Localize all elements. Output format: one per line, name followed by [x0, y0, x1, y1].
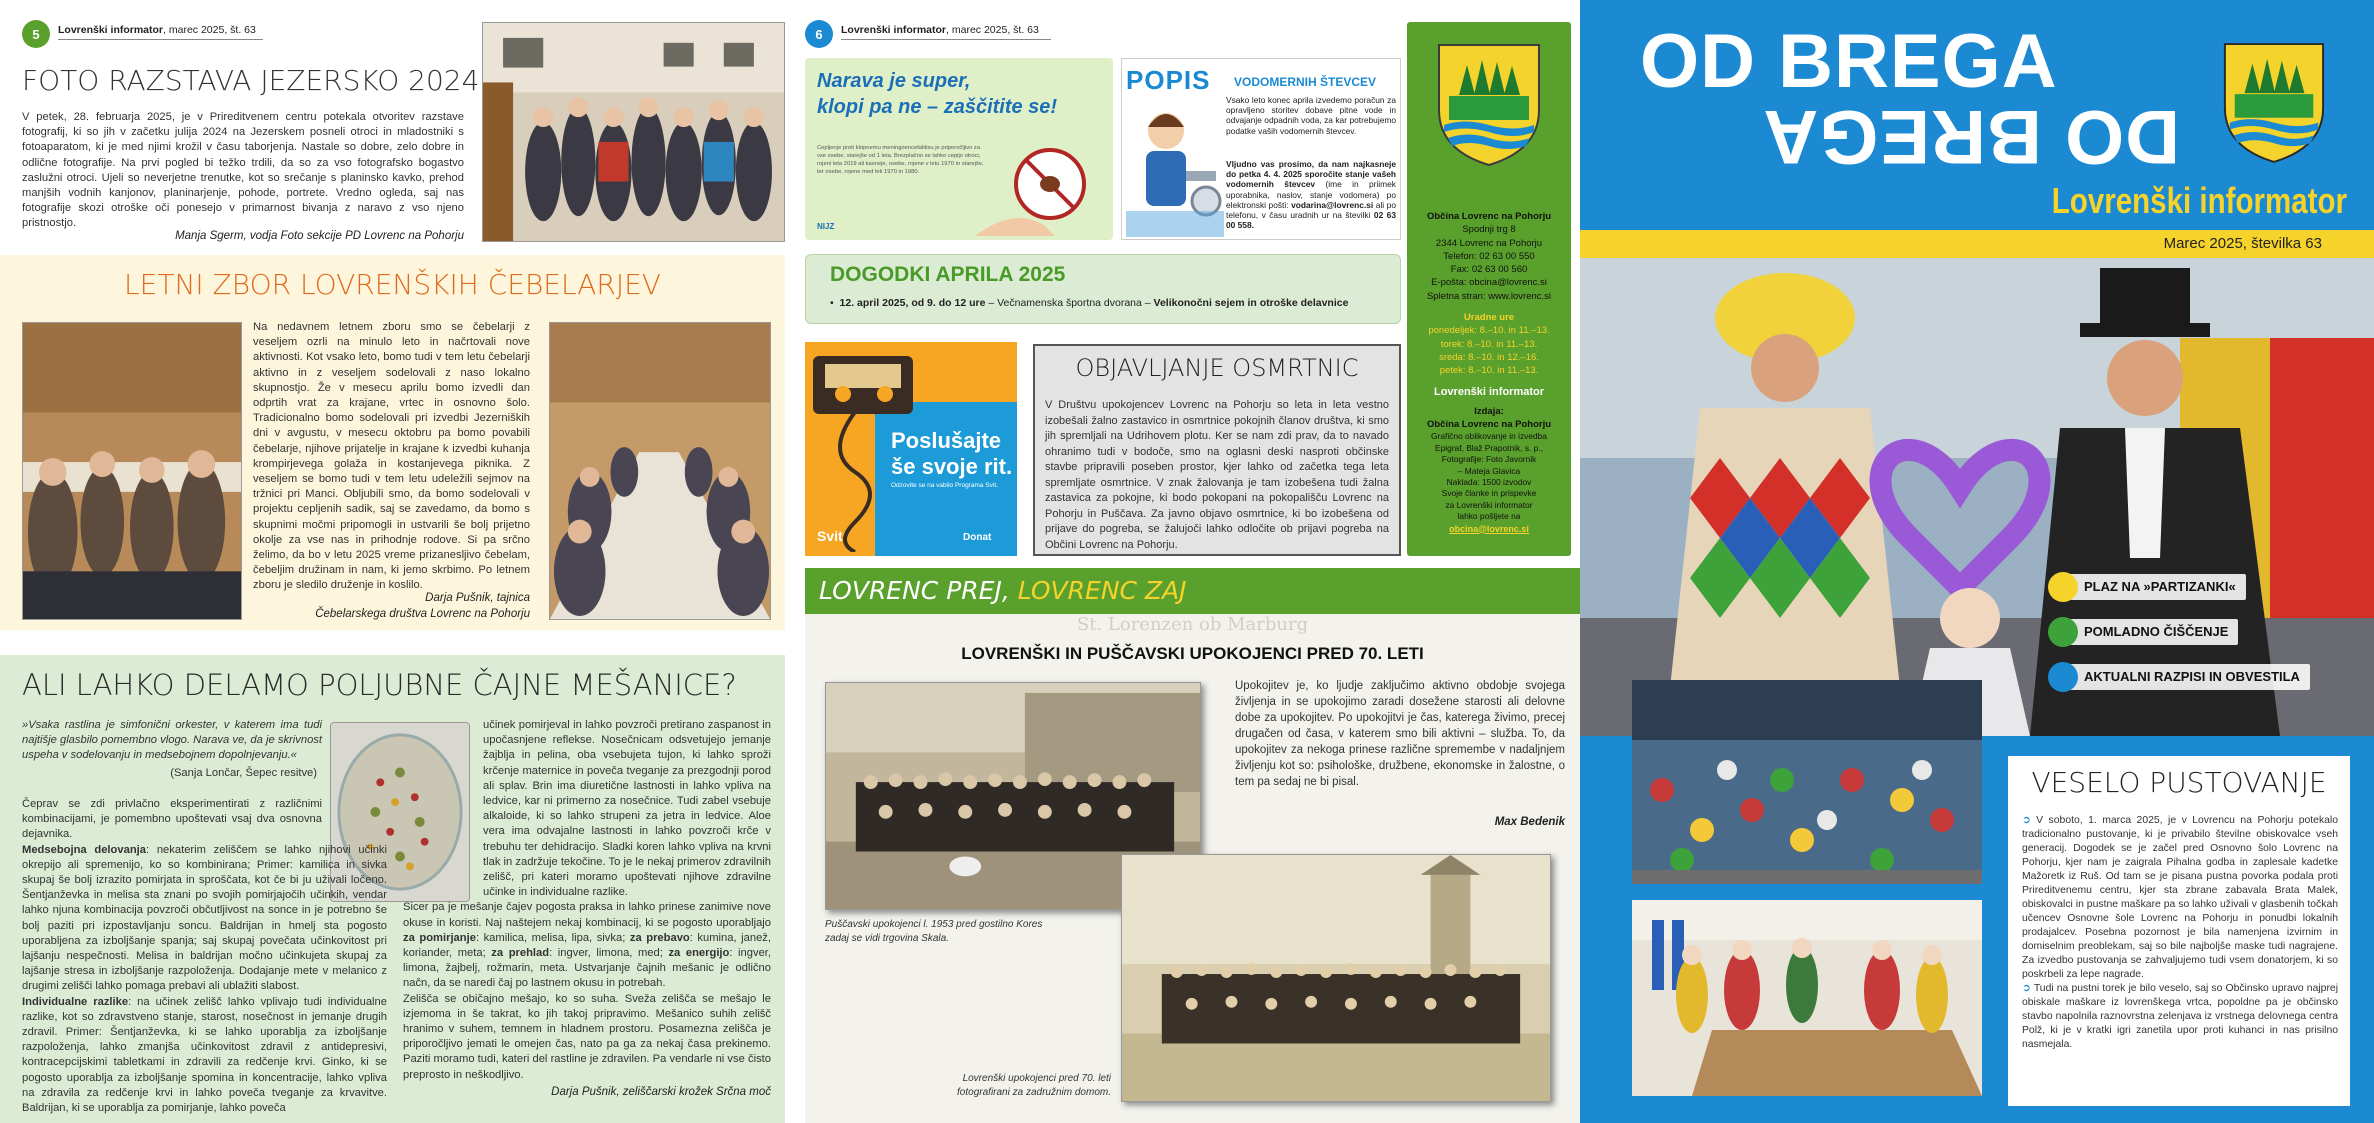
- page-number-badge: 5: [22, 20, 50, 48]
- teaser-dot-icon: [2048, 617, 2078, 647]
- header-brand: Lovrenški informator: [58, 24, 164, 36]
- credits-email[interactable]: obcina@lovrenc.si: [1449, 523, 1529, 534]
- veselo-paragraph-1: [2022, 814, 2338, 982]
- svit-logo: Svit: [817, 528, 843, 544]
- caj-p5-label-3: za prehlad: [491, 947, 550, 960]
- page-number-badge: 6: [805, 20, 833, 48]
- caj-title: ALI LAHKO DELAMO POLJUBNE ČAJNE MEŠANICE?: [22, 668, 737, 702]
- veselo-p2-text: Tudi na pustni torek je bilo veselo, saj so Občinsko upravo najprej obiskale maškare iz lovrenškega vrtca, popoldne pa je občinsko stavbo napolnila raznovrstna zelenjava iz vrstnega delovnega centra Polž, ki je v kratki igri zanetila upor proti kuhanci in nas prisilno nasmejala.: [2022, 983, 2339, 1050]
- lovrenc-body: Upokojitev je, ko ljudje zaključimo aktivno obdobje svojega življenja in se upokojimo zaradi dosežene starosti ali delovne dobe za upokojitev. Po upokojitvi je čas, katerega živimo, precej drugačen od časa, v katerem smo bili aktivni – služba. To, da upokojitev za nekoga prinese različne spremembe v nadaljnjem življenju kot so: psihološke, družbene, ekonomske in žalostne, o tem pa sedaj ne bi pisal.: [1235, 680, 1565, 788]
- teaser-label: AKTUALNI RAZPISI IN OBVESTILA: [2062, 664, 2310, 690]
- caj-p5-e: : ingver, limona, žajbelj, rožmarin, meta. Ustvarjanje čajnih mešanic je odlično načn, da se naredi čaj po lastnem okusu in potrebah.: [403, 947, 772, 990]
- nijz-logo: NIJZ: [817, 222, 835, 231]
- dogodki-title: DOGODKI APRILA 2025: [830, 263, 1066, 286]
- arrow-icon: ➲: [2022, 815, 2037, 826]
- sidebar-org: Občina Lovrenc na Pohorju: [1426, 211, 1552, 222]
- dogodki-item-event: Velikonočni sejem in otroške delavnice: [1153, 297, 1349, 309]
- header-issue: , marec 2025, št. 63: [946, 24, 1039, 36]
- caj-p5-label-4: za energijo: [668, 947, 730, 960]
- cover-subtitle: Lovrenški informator: [2051, 180, 2347, 221]
- credits-line: lahko pošljete na: [1457, 511, 1521, 522]
- cover-photo-office: [1632, 900, 1982, 1096]
- cover-title-2: DO BREGA: [1762, 94, 2180, 179]
- popis-title: POPIS: [1126, 65, 1211, 95]
- lovrenc-heading: LOVRENŠKI IN PUŠČAVSKI UPOKOJENCI PRED 70. LETI: [961, 644, 1424, 663]
- lovrenc-watermark: St. Lorenzen ob Marburg: [1076, 614, 1309, 635]
- lovrenc-title: [819, 576, 1187, 605]
- teaser-item[interactable]: [2042, 658, 2372, 698]
- veselo-title: VESELO PUSTOVANJE: [2031, 766, 2327, 799]
- caj-p5-label-2: za prebavo: [629, 931, 690, 944]
- page-header: [841, 24, 1051, 40]
- cover-issue-bar: [1580, 230, 2374, 258]
- dogodki-item: [830, 297, 1348, 309]
- caj-paragraph-4: učinek pomirjeval in lahko povzroči pretirano zaspanost in upočasnjene reflekse. Nosečnicam odsvetujejo jemanje žajblja in pelina, oba vsebujeta tujon, ki lahko sproži krčenje maternice in poveča tveganje za prezgodnji porod ali splav. Brin ima diuretične lastnosti in lahko vpliva na ledvice, kar ni primerno za nosečnice. Tudi zabel vsebuje alkaloide, ki so lahko strupeni za jetra in ledvice. Aloe vera ima odvajalne lastnosti in lahko povzroči krče v trebuhu ter dehidracijo. Sladki koren lahko vpliva na krvni tlak in zadržuje tekočine. To je le nekaj primerov zdravilnih zelišč, pri kateri moramo upoštevati njihove zdravilne učinke in individualne razlike.: [483, 719, 771, 899]
- cover-coat-of-arms-icon: [2220, 38, 2328, 166]
- caj-p5-d: : ingver, limona, med;: [549, 947, 663, 960]
- zbor-body: Na nedavnem letnem zboru smo se čebelarji z veseljem ozrli na minulo leto in načrtovali nove aktivnosti. Kot vsako leto, bomo tudi v tem letu čebelarji aktivno in z veseljem sodelovali z naso lokalno skupnostjo. Že v mesecu aprilu bomo izvedli dan odprtih vrat za krajane, vrtec in osnovno šolo. Tradicionalno bomo sodelovali pri izvedbi Jezerniških dni v avgustu, v mesecu oktobru pa bomo povabili čebelarje, njihove prijatelje in krajane k izvedbi kuhanja krompirjevega golaža in kostanjevega piknika. Z veseljem se bomo tudi v tem letu udeležili sejmov na tržnici pri Manci. Obljubili smo, da bomo sodelovali v projektu cepljenih sadik, saj se zavedamo, da bomo s skupnimi močmi pripomogli in ustvarili še bolj prijetno okolje za vse nas in prihodnje rodove. Si pa srčno želimo, da bo v letu 2025 vreme prizanesljivo čebelam, čebeljim družinam in nam, ki jemo skrbimo. Po letnem zboru je sledilo druženje in koslilo.: [253, 321, 530, 592]
- veselo-p1-text: V soboto, 1. marca 2025, je v Lovrencu na Pohorju potekalo tradicionalno pustovanje, ki je privabilo številne obiskovalce vseh generacij. Dogodek se je začel pred Osnovno šolo Lovrenc na Pohorju, kjer nam je zaigrala Pihalna godba in zaplesale kadetke Mažoretk iz Ruš. Od tam se je pisana pustna povorka podala proti Prireditvenemu centru, kjer sta zbrane zabavala Brata Malek, obiskovalci in pustne maškare pa so lahko uživali v glasbenih točkah učencev Osnovne šole Lovrenc na Pohorju in ponudbi lokalnih prodajalcev. Posebna pozornost je bila namenjena izvirnim in domiselnim preoblekam, saj so bile najboljše maske tudi nagrajene. Za izvedbo pustovanja se zahvaljujemo tudi vsem donatorjem, ki so poskrbeli za lepe nagrade.: [2022, 815, 2338, 980]
- caj-text-individualne: : na učinek zelišč lahko vplivajo tudi individualne razlike, kot so zdravstveno stanje, starost, nosečnost in jemanje drugih zdravil. Primer: Šentjanževka, ki se lahko uporablja za izboljšanje razpoloženja, lahko zmanjša učinkovitost zdravil z antidepresivi, kontracepcijskimi tabletkami in zdravili za redčenje krvi. Ginko, ki se pogosto uporablja za izboljšanje spomina in koncentracije, lahko vpliva na zdravila za redčenje krvi in lahko poveča tveganje za krvavitve. Baldrijan, ki se uporablja za pomirjanje, lahko poveča: [22, 995, 387, 1115]
- veselo-paragraph-2: [2022, 982, 2338, 1052]
- caj-paragraph-1: Čeprav se zdi privlačno eksperimentirati z različnimi kombinacijami, je pomembno upoštevati vsaj dva osnovna dejavnika.: [22, 798, 322, 841]
- svit-line-1: Poslušajte: [891, 428, 1002, 453]
- popis-text-2e: ali po telefonu, v času uradnih ur na številki: [1226, 199, 1396, 221]
- sidebar-contact: [1407, 210, 1571, 536]
- sidebar-line: Spodnji trg 8: [1462, 224, 1516, 236]
- lovrenc-title-a: LOVRENC PREJ,: [819, 576, 1018, 605]
- teaser-label: POMLADNO ČIŠČENJE: [2062, 619, 2238, 645]
- cover-teasers: [2042, 568, 2372, 698]
- dogodki-item-place: – Večnamenska športna dvorana –: [985, 297, 1154, 309]
- sidebar-box: [1407, 22, 1571, 556]
- svit-ad: [805, 342, 1017, 556]
- cover-photo-crowd: [1632, 680, 1982, 884]
- sidebar-line: 2344 Lovrenc na Pohorju: [1435, 237, 1543, 249]
- popis-text-2: [1226, 159, 1396, 230]
- lovrenc-signature: Max Bedenik: [1494, 816, 1565, 828]
- credits-line: Fotografije: Foto Javornik: [1441, 454, 1537, 465]
- lovrenc-caption-1: Puščavski upokojenci l. 1953 pred gostilno Kores zadaj se vidi trgovina Skala.: [825, 919, 1043, 944]
- popis-text-2a: Vljudno vas prosimo, da nam najkasneje do: [1226, 159, 1396, 180]
- zbor-signature-2: Čebelarskega društva Lovrenc na Pohorju: [315, 608, 530, 620]
- cassette-illustration: [809, 350, 919, 420]
- caj-text-medsebojna: : nekaterim zeliščem se lahko njihovi učinki okrepijo ali spremenijo, ko so kombinirana; Primer: kamilica in sivka skupaj še bolj izrazito pomirjata in sproščata, kot če bi ju uživali ločeno. Šentjanževka in melisa sta znani po svojih pomirjajočih učinkih, vendar lahko njuna kombinacija povzroči občutljivost na sonce in je potrebno še bolj paziti pri izpostavljanju soncu. Baldrijan in hmelj sta pogosto uporabljena za izboljšanje spanja; saj skupaj povečata učinkovitost pri lajšanju nespečnosti. Melisa in baldrijan močno učinkujeta skupaj za lajšanje stresa in izboljšanje razpoloženja. Dodajanje mete v melanico z drugimi zelišči lahko pomaga prebavi ali ublažiti slabost.: [22, 843, 387, 993]
- page-5: [0, 0, 785, 1123]
- plumber-illustration: [1126, 101, 1224, 237]
- zbor-photo-left: [22, 322, 242, 620]
- lovrenc-banner: [805, 568, 1580, 614]
- cover-issue: Marec 2025, številka 63: [2163, 235, 2322, 252]
- osmrtnic-title: OBJAVLJANJE OSMRTNIC: [1075, 354, 1359, 382]
- osmrtnic-body: V Društvu upokojencev Lovrenc na Pohorju so leta in leta vestno izobešali žalno zastavico in osmrtnice pokojnih članov društva, ki smo jih spremljali na Udrihovem plotu. Ker se nam zdi prav, da to navado ohranimo tudi v bodoče, smo na oglasni deski nasproti občinske stavbe pripravili poseben prostor, kjer lahko od začetka tega leta spremljate osmrtnice. V znak žalovanja je tam izobešena tudi žalna zastavica za pokojne, ki bodo pokopani na pokopališču Lovrenc na Pohorju in Puščava. Za javno objavo osmrtnice, ki bo izobešena od prijave do pogreba, se žalujoči lahko odločite ob prijavi pogreba na Občini Lovrenc na Pohorju.: [1045, 399, 1389, 551]
- teaser-label: PLAZ NA »PARTIZANKI«: [2062, 574, 2246, 600]
- narava-title-2: klopi pa ne – zaščitite se!: [817, 96, 1058, 118]
- lovrenc-title-b: LOVRENC ZAJ: [1017, 576, 1187, 605]
- credits-line: za Lovrenški informator: [1445, 499, 1533, 510]
- header-brand: Lovrenški informator: [841, 24, 947, 36]
- teaser-dot-icon: [2048, 662, 2078, 692]
- popis-phone: 02 63 00 558.: [1226, 210, 1396, 231]
- credits-line: Epigraf, Blaž Prapotnik, s. p.,: [1435, 442, 1543, 453]
- caj-label-medsebojna: Medsebojna delovanja: [22, 843, 146, 856]
- caj-p5-a: Sicer pa je mešanje čajev pogosta praksa in lahko prinese zanimive nove okuse in koristi. Naj naštejem nekaj kombinacij, ki se pogosto uporabljajo: [403, 901, 771, 929]
- hours-line: torek: 8.–10. in 11.–13.: [1440, 338, 1538, 350]
- credits-line: – Mateja Glavica: [1457, 465, 1521, 476]
- osmrtnic-box: [1033, 344, 1401, 556]
- caj-p5-label-1: za pomirjanje: [403, 931, 476, 944]
- donat-logo: Donat: [963, 532, 992, 543]
- dogodki-box: [805, 254, 1401, 324]
- foto-razstava-photo: [482, 22, 785, 242]
- caj-quote: »Vsaka rastlina je simfonični orkester, v katerem ima tudi najtišje glasbilo pomembno vlogo. Narava ve, da je skrivnost uspeha v sodelovanju in medsebojnem dopolnjevanju.«: [22, 719, 322, 762]
- teaser-item[interactable]: [2042, 568, 2372, 608]
- caj-paragraph-3: [22, 995, 387, 1117]
- veselo-box: [2008, 756, 2350, 1106]
- tick-illustration: [975, 136, 1105, 236]
- caj-paragraph-6: Zelišča se običajno mešajo, ko so suha. Sveža zelišča se mešajo le izjemoma in še takrat, ko jih takoj pripravimo. Mešanico suhih zelišč hranimo v suhem, temnem in hladnem prostoru. Posamezna zelišča je priporočljivo jemati le omejen čas, nato pa ga za nekaj časa prekinemo. Paziti moramo tudi, kateri del rastline je zdravilen. Pa vendarle ni vse čisto preprosto in neškodljivo.: [403, 992, 771, 1081]
- caj-paragraph-5: [403, 900, 771, 991]
- teaser-dot-icon: [2048, 572, 2078, 602]
- hours-line: ponedeljek: 8.–10. in 11.–13.: [1428, 325, 1550, 337]
- caj-p5-b: : kamilica, melisa, lipa, sivka;: [475, 931, 626, 944]
- hours-line: sreda: 8.–10. in 12.–16.: [1439, 351, 1539, 363]
- zbor-signature-1: Darja Pušnik, tajnica: [425, 592, 530, 604]
- sidebar-email[interactable]: E-pošta: obcina@lovrenc.si: [1431, 277, 1547, 289]
- popis-ad: [1121, 58, 1401, 240]
- sidebar-line: Telefon: 02 63 00 550: [1443, 250, 1535, 262]
- credits-line: Grafično oblikovanje in izvedba: [1431, 431, 1547, 442]
- foto-razstava-title: FOTO RAZSTAVA JEZERSKO 2024: [22, 64, 480, 97]
- izdaja-org: Občina Lovrenc na Pohorju: [1426, 419, 1552, 431]
- coat-of-arms-icon: [1434, 40, 1544, 168]
- arrow-icon: ➲: [2022, 983, 2034, 994]
- popis-email[interactable]: vodarina@lovrenc.si: [1291, 199, 1374, 210]
- popis-text-1: Vsako leto konec aprila izvedemo poračun za opravljeno storitev dobave pitne vode in odvajanje odpadnih voda, za kar potrebujemo podatke vaših vodomernih števcev.: [1226, 95, 1396, 136]
- info-title: Lovrenški informator: [1433, 385, 1545, 398]
- popis-text-2b: petka 4. 4. 2025 sporočite stanje vašeh vodomernih števcev: [1226, 169, 1396, 190]
- foto-razstava-signature: Manja Sgerm, vodja Foto sekcije PD Lovrenc na Pohorju: [175, 230, 464, 242]
- header-issue: , marec 2025, št. 63: [163, 24, 256, 36]
- sidebar-web[interactable]: Spletna stran: www.lovrenc.si: [1426, 290, 1552, 302]
- svit-small: Odzovite se na vabilo Programa Svit.: [891, 482, 998, 489]
- sidebar-line: Fax: 02 63 00 560: [1450, 264, 1528, 276]
- narava-title-1: Narava je super,: [817, 70, 971, 92]
- caj-p5-c: : kumina, janež, koriander, meta;: [403, 931, 771, 960]
- credits-line: Naklada: 1500 izvodov: [1446, 477, 1532, 488]
- cover-title-1: OD BREGA: [1640, 19, 2058, 104]
- lovrenc-photo-lovrenc: [1121, 854, 1551, 1102]
- narava-ad: [805, 58, 1113, 240]
- hours-line: petek: 8.–10. in 11.–13.: [1439, 365, 1539, 377]
- caj-signature: Darja Pušnik, zeliščarski krožek Srčna moč: [551, 1086, 771, 1098]
- izdaja-label: Izdaja:: [1474, 405, 1504, 417]
- veselo-body: [2022, 814, 2338, 1052]
- svit-line-2: še svoje rit.: [891, 454, 1013, 479]
- hours-title: Uradne ure: [1463, 312, 1515, 324]
- credits-line: Svoje članke in prispevke: [1441, 488, 1537, 499]
- foto-razstava-body: V petek, 28. februarja 2025, je v Prireditvenem centru potekala otvoritev razstave fotografij, ki so jih v začetku julija 2024 na Jezerskem posneli otroci in mladostniki s fotoaparatom, ki je med njimi krožil v času taborjenja. Nastale so dobre, zelo dobre in odlične fotografije. Na prvi pogled bi težko trdili, da so za vso fotografsko bogastvo zaslužni otroci. Ujeli so neverjetne trenutke, kot so srečanje s planinsko kavko, prehod manjših vodnih kanjonov, planinarjenje, pohode, portrete. Vredno ogleda, saj nas fotografije skozi otroške oči ponesejo v primarnost bivanja z naravo z vso njeno pristnostjo.: [22, 111, 464, 230]
- caj-column-right: [403, 718, 771, 1083]
- page-header: [58, 24, 263, 40]
- teaser-item[interactable]: [2042, 613, 2372, 653]
- popis-subtitle: VODOMERNIH ŠTEVCEV: [1234, 75, 1377, 89]
- caj-paragraph-2: [22, 843, 387, 995]
- lovrenc-caption-2: Lovrenški upokojenci pred 70. leti fotografirani za zadružnim domom.: [957, 1073, 1111, 1098]
- caj-quote-author: (Sanja Lončar, Šepec resitve): [170, 767, 317, 779]
- zbor-photo-right: [549, 322, 771, 620]
- popis-text-2c: (ime in priimek uporabnika, naslov, stanje vodomera) po elektronski pošti:: [1226, 179, 1396, 210]
- caj-label-individualne: Individualne razlike: [22, 995, 129, 1008]
- zbor-title: LETNI ZBOR LOVRENŠKIH ČEBELARJEV: [124, 268, 661, 301]
- caj-column-left: [22, 797, 387, 1116]
- narava-small-text: Cepljenje proti klopnemu meningoencefalitisu je priporočljivo za vse osebe, starejše od 1 leta. Brezplačno se lahko cepijo otroci, rojeni leta 2019 ali kasneje, osebe, rojene v letu 1970 in starejše, ter osebe, rojene med leti 1970 in 1980.: [817, 145, 984, 175]
- cover-page: [1580, 0, 2374, 1123]
- dogodki-item-date: 12. april 2025, od 9. do 12 ure: [839, 297, 986, 309]
- page-6: [785, 0, 1580, 1123]
- bullet-icon: •: [830, 297, 840, 309]
